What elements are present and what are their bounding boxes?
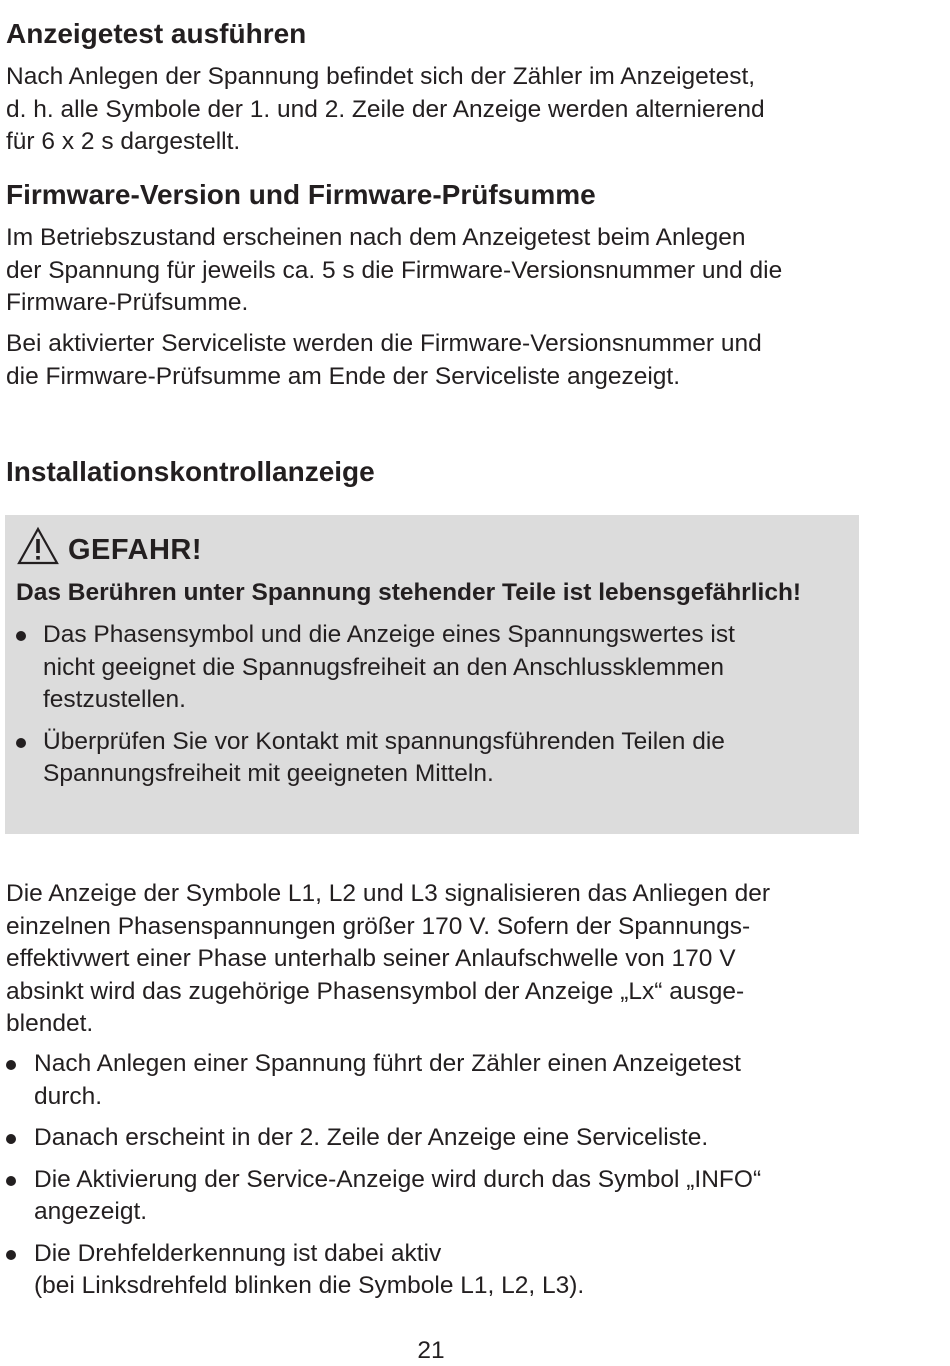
heading-display-test: Anzeigetest ausführen bbox=[6, 18, 307, 49]
danger-bullet-list bbox=[16, 619, 846, 800]
warning-triangle-icon bbox=[16, 526, 60, 566]
list-item-text: Nach Anlegen einer Spannung führt der Zähler einen Anzeigetest durch. bbox=[34, 1050, 741, 1110]
list-item-text: Das Phasensymbol und die Anzeige eines Spannungswertes ist nicht geeignet die Spannugsfreiheit an den Anschlussklemmen festzustellen. bbox=[43, 621, 735, 713]
bullet-dot bbox=[6, 1176, 16, 1186]
list-item bbox=[16, 619, 846, 717]
bullet-dot bbox=[16, 738, 26, 748]
list-item bbox=[6, 1122, 906, 1155]
list-item-text: Danach erscheint in der 2. Zeile der Anzeige eine Serviceliste. bbox=[34, 1124, 709, 1151]
list-item bbox=[6, 1164, 906, 1229]
danger-notice-box bbox=[5, 515, 859, 834]
heading-installation: Installationskontrollanzeige bbox=[6, 456, 375, 487]
bullet-dot bbox=[6, 1134, 16, 1144]
list-item bbox=[6, 1048, 906, 1113]
firmware-text-2: Bei aktivierter Serviceliste werden die Firmware-Versionsnummer und die Firmware-Prüfsumme am Ende der Serviceliste angezeigt. bbox=[6, 330, 762, 390]
page-number: 21 bbox=[417, 1337, 445, 1364]
firmware-text-1: Im Betriebszustand erscheinen nach dem Anzeigetest beim Anlegen der Spannung für jeweils ca. 5 s die Firmware-Versionsnummer und die Firmware-Prüfsumme. bbox=[6, 224, 783, 316]
installation-text: Die Anzeige der Symbole L1, L2 und L3 signalisieren das Anliegen der einzelnen Phasenspannungen größer 170 V. Sofern der Spannungs- effektivwert einer Phase unterhalb seiner Anlaufschwelle von 170 V absinkt wird das zugehörige Phasensymbol der Anzeige „Lx“ ausge- blendet. bbox=[6, 880, 771, 1037]
list-item-text: Die Aktivierung der Service-Anzeige wird durch das Symbol „INFO“ angezeigt. bbox=[34, 1165, 762, 1225]
display-test-text: Nach Anlegen der Spannung befindet sich der Zähler im Anzeigetest, d. h. alle Symbole der 1. und 2. Zeile der Anzeige werden alternierend für 6 x 2 s dargestellt. bbox=[6, 63, 765, 155]
list-item bbox=[6, 1238, 906, 1303]
heading-firmware: Firmware-Version und Firmware-Prüfsumme bbox=[6, 179, 596, 210]
danger-header bbox=[16, 521, 202, 571]
list-item-text: Überprüfen Sie vor Kontakt mit spannungsführenden Teilen die Spannungsfreiheit mit geeigneten Mitteln. bbox=[43, 727, 725, 787]
list-item bbox=[16, 726, 846, 791]
danger-subtitle: Das Berühren unter Spannung stehender Teile ist lebensgefährlich! bbox=[16, 579, 802, 606]
list-item-text: Die Drehfelderkennung ist dabei aktiv (bei Linksdrehfeld blinken die Symbole L1, L2, L3). bbox=[34, 1239, 585, 1299]
bullet-dot bbox=[6, 1250, 16, 1260]
bullet-dot bbox=[6, 1060, 16, 1070]
installation-bullet-list bbox=[6, 1048, 906, 1312]
bullet-dot bbox=[16, 631, 26, 641]
danger-title: GEFAHR! bbox=[68, 533, 202, 566]
